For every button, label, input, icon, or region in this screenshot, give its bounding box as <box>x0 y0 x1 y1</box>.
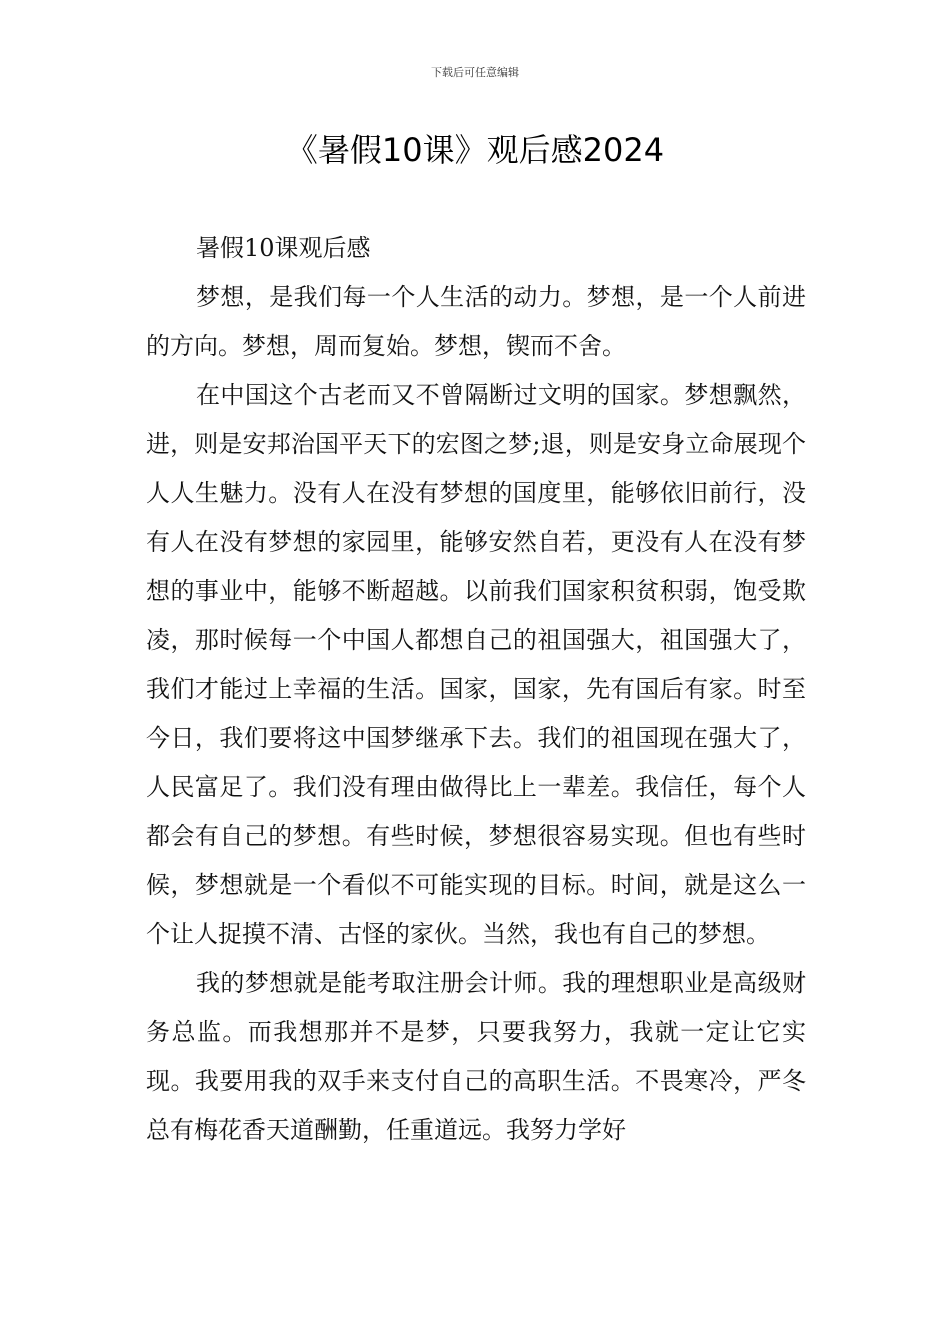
body-paragraph: 我的梦想就是能考取注册会计师。我的理想职业是高级财务总监。而我想那并不是梦，只要我努力，我就一定让它实现。我要用我的双手来支付自己的高职生活。不畏寒冷，严冬总有梅花香天道酬勤，任重道远。我努力学好 <box>146 969 806 1144</box>
document-body <box>146 224 806 1155</box>
header-note: 下载后可任意编辑 <box>431 66 519 79</box>
document-title: 《暑假10课》观后感2024 <box>285 131 665 169</box>
body-paragraph: 在中国这个古老而又不曾隔断过文明的国家。梦想飘然，进，则是安邦治国平天下的宏图之梦;退，则是安身立命展现个人人生魅力。没有人在没有梦想的国度里，能够依旧前行，没有人在没有梦想的家园里，能够安然自若，更没有人在没有梦想的事业中，能够不断超越。以前我们国家积贫积弱，饱受欺凌，那时候每一个中国人都想自己的祖国强大，祖国强大了，我们才能过上幸福的生活。国家，国家，先有国后有家。时至今日，我们要将这中国梦继承下去。我们的祖国现在强大了，人民富足了。我们没有理由做得比上一辈差。我信任，每个人都会有自己的梦想。有些时候，梦想很容易实现。但也有些时候，梦想就是一个看似不可能实现的目标。时间，就是这么一个让人捉摸不清、古怪的家伙。当然，我也有自己的梦想。 <box>146 381 806 948</box>
body-paragraph: 梦想，是我们每一个人生活的动力。梦想，是一个人前进的方向。梦想，周而复始。梦想，锲而不舍。 <box>146 283 806 360</box>
body-paragraph-subtitle: 暑假10课观后感 <box>196 234 371 262</box>
